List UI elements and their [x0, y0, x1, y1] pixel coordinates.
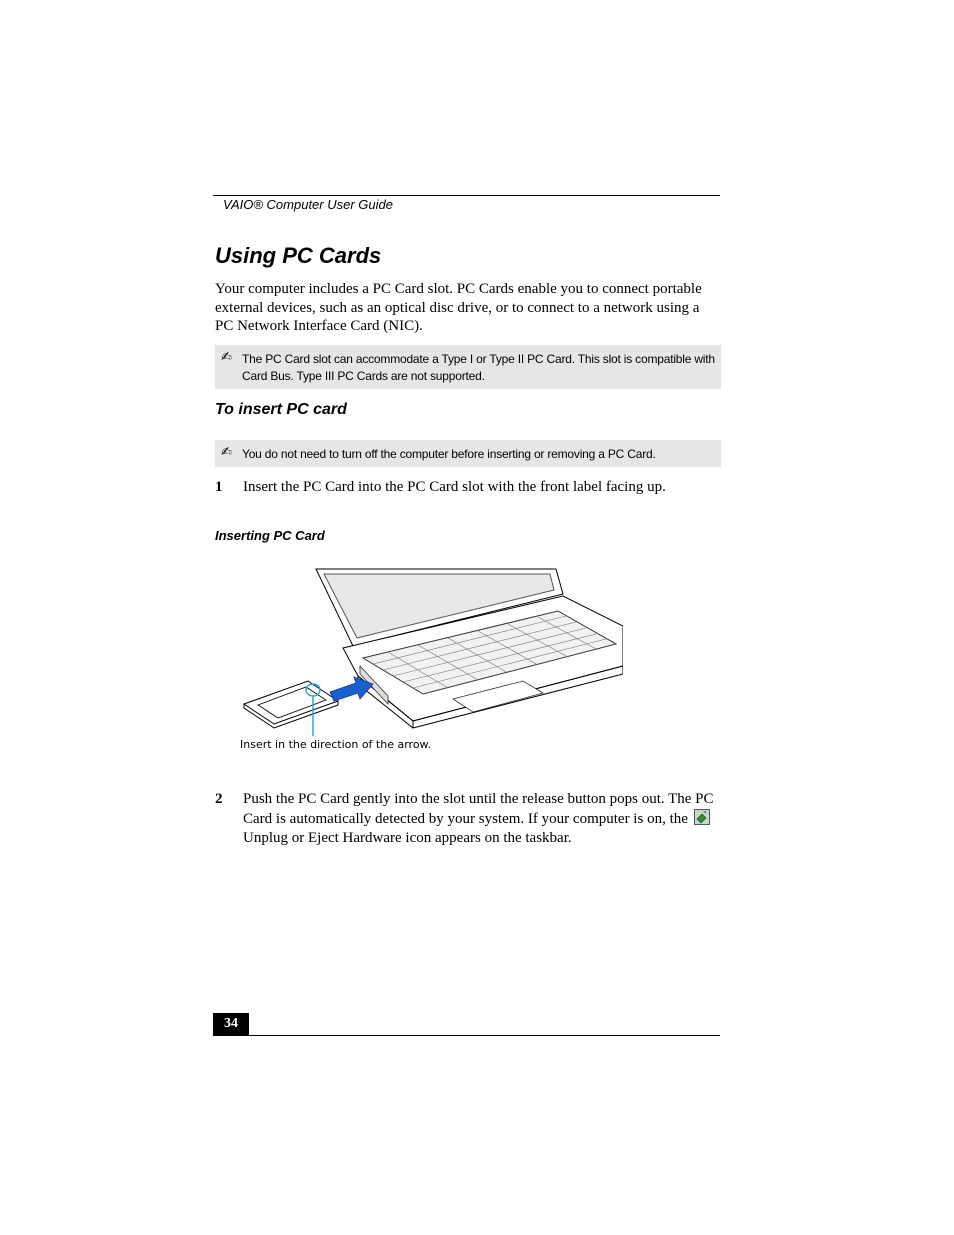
note-text: You do not need to turn off the computer before inserting or removing a PC Card. — [242, 447, 656, 461]
step-text: Insert the PC Card into the PC Card slot with the front label facing up. — [243, 479, 666, 495]
intro-paragraph: Your computer includes a PC Card slot. PC Cards enable you to connect portable external devices, such as an optical disc drive, or to connect to a network using a PC Network Interface Card (NIC). — [215, 281, 702, 334]
header-rule — [213, 195, 720, 196]
step-text-before: Push the PC Card gently into the slot until the release button pops out. The PC Card is automatically detected by your system. If your computer is on, the — [243, 791, 714, 827]
note-box — [215, 345, 721, 389]
figure-label: Insert in the direction of the arrow. — [240, 738, 432, 751]
figure-caption: Inserting PC Card — [215, 528, 325, 543]
pen-note-icon: ✍ — [221, 445, 232, 460]
page-title: Using PC Cards — [215, 243, 382, 268]
step-item — [215, 478, 721, 498]
note-box — [215, 440, 721, 467]
step-number: 1 — [215, 479, 223, 495]
laptop-pc-card-illustration — [238, 566, 623, 736]
step-text-after: Unplug or Eject Hardware icon appears on the taskbar. — [243, 830, 572, 846]
page-number: 34 — [213, 1013, 249, 1035]
running-head: VAIO® Computer User Guide — [223, 197, 393, 212]
note-text: The PC Card slot can accommodate a Type I or Type II PC Card. This slot is compatible with Card Bus. Type III PC Cards are not supported. — [242, 352, 715, 383]
subheading: To insert PC card — [215, 401, 347, 418]
footer-rule — [213, 1035, 720, 1036]
pen-note-icon: ✍ — [221, 350, 232, 365]
step-text — [243, 790, 721, 848]
step-number: 2 — [215, 791, 223, 807]
unplug-eject-hardware-icon — [694, 809, 710, 825]
step-item — [215, 790, 721, 850]
